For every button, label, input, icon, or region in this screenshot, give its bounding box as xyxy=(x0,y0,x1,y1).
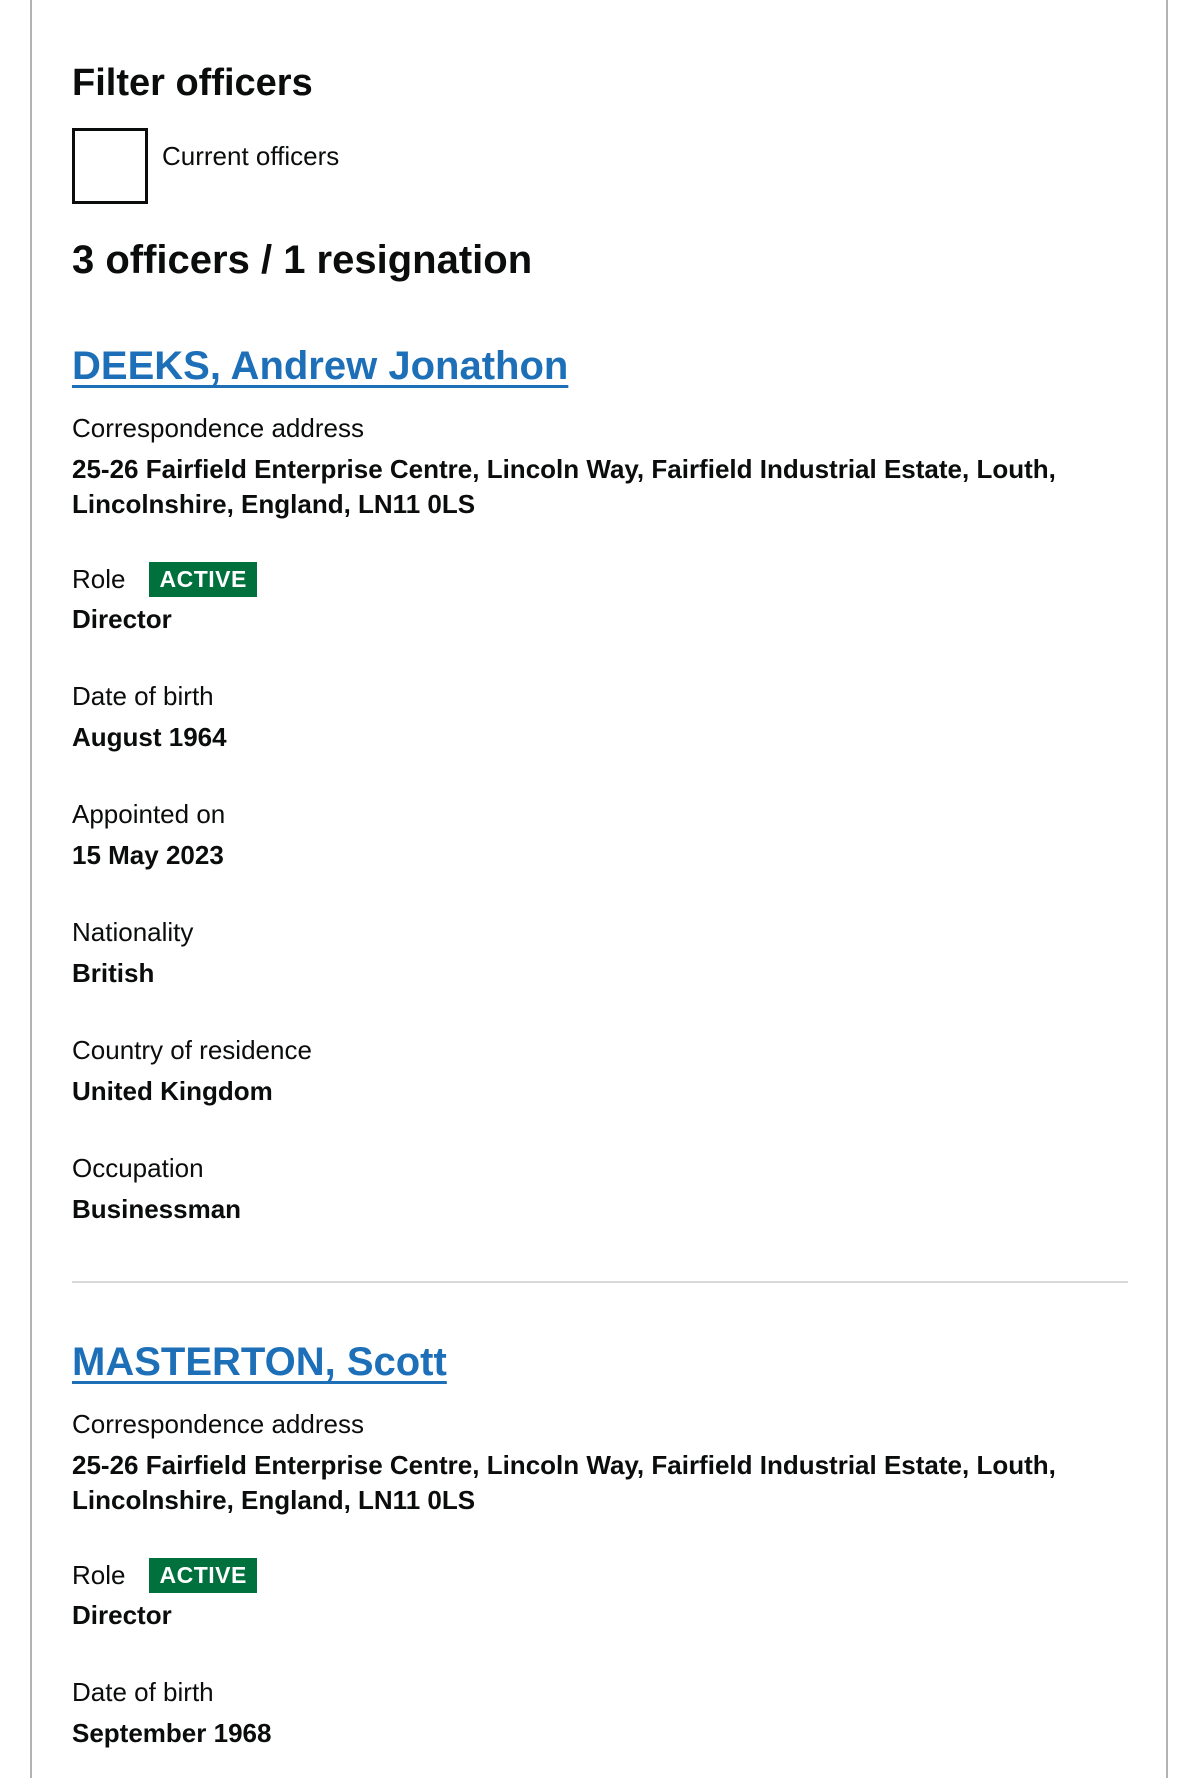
nationality-label: Nationality xyxy=(72,917,194,947)
officer-name-link[interactable]: DEEKS, Andrew Jonathon xyxy=(72,344,569,388)
status-badge: ACTIVE xyxy=(149,562,256,597)
dob-field xyxy=(72,680,1128,755)
appointed-field xyxy=(72,798,1128,873)
residence-field xyxy=(72,1034,1128,1109)
role-value: Director xyxy=(72,604,172,634)
address-value: 25-26 Fairfield Enterprise Centre, Lincoln Way, Fairfield Industrial Estate, Louth, Lincolnshire, England, LN11 0LS xyxy=(72,454,1056,519)
dob-label: Date of birth xyxy=(72,681,214,711)
dob-value: August 1964 xyxy=(72,722,227,752)
nationality-value: British xyxy=(72,958,155,988)
current-officers-checkbox[interactable] xyxy=(72,128,148,204)
address-label: Correspondence address xyxy=(72,1409,364,1439)
officer-entry xyxy=(72,1336,1128,1748)
officer-name-link[interactable]: MASTERTON, Scott xyxy=(72,1340,447,1384)
current-officers-label[interactable]: Current officers xyxy=(162,141,340,171)
occupation-value: Businessman xyxy=(72,1194,242,1224)
officer-divider xyxy=(72,1281,1128,1283)
role-label: Role xyxy=(72,564,126,594)
role-value: Director xyxy=(72,1600,172,1630)
status-badge: ACTIVE xyxy=(149,1558,256,1593)
address-field xyxy=(72,412,1128,522)
officers-count-heading: 3 officers / 1 resignation xyxy=(72,238,533,282)
occupation-label: Occupation xyxy=(72,1153,204,1183)
filter-heading: Filter officers xyxy=(72,62,313,104)
address-label: Correspondence address xyxy=(72,413,364,443)
occupation-field xyxy=(72,1152,1128,1227)
nationality-field xyxy=(72,916,1128,991)
role-field xyxy=(72,1556,1128,1633)
residence-label: Country of residence xyxy=(72,1035,312,1065)
dob-value: September 1968 xyxy=(72,1718,272,1748)
officer-entry xyxy=(72,340,1128,1224)
current-officers-filter[interactable] xyxy=(72,128,339,204)
residence-value: United Kingdom xyxy=(72,1076,273,1106)
appointed-value: 15 May 2023 xyxy=(72,840,224,870)
dob-field xyxy=(72,1676,1128,1751)
address-field xyxy=(72,1408,1128,1518)
role-field xyxy=(72,560,1128,637)
appointed-label: Appointed on xyxy=(72,799,226,829)
role-label: Role xyxy=(72,1560,126,1590)
dob-label: Date of birth xyxy=(72,1677,214,1707)
address-value: 25-26 Fairfield Enterprise Centre, Lincoln Way, Fairfield Industrial Estate, Louth, Lincolnshire, England, LN11 0LS xyxy=(72,1450,1056,1515)
